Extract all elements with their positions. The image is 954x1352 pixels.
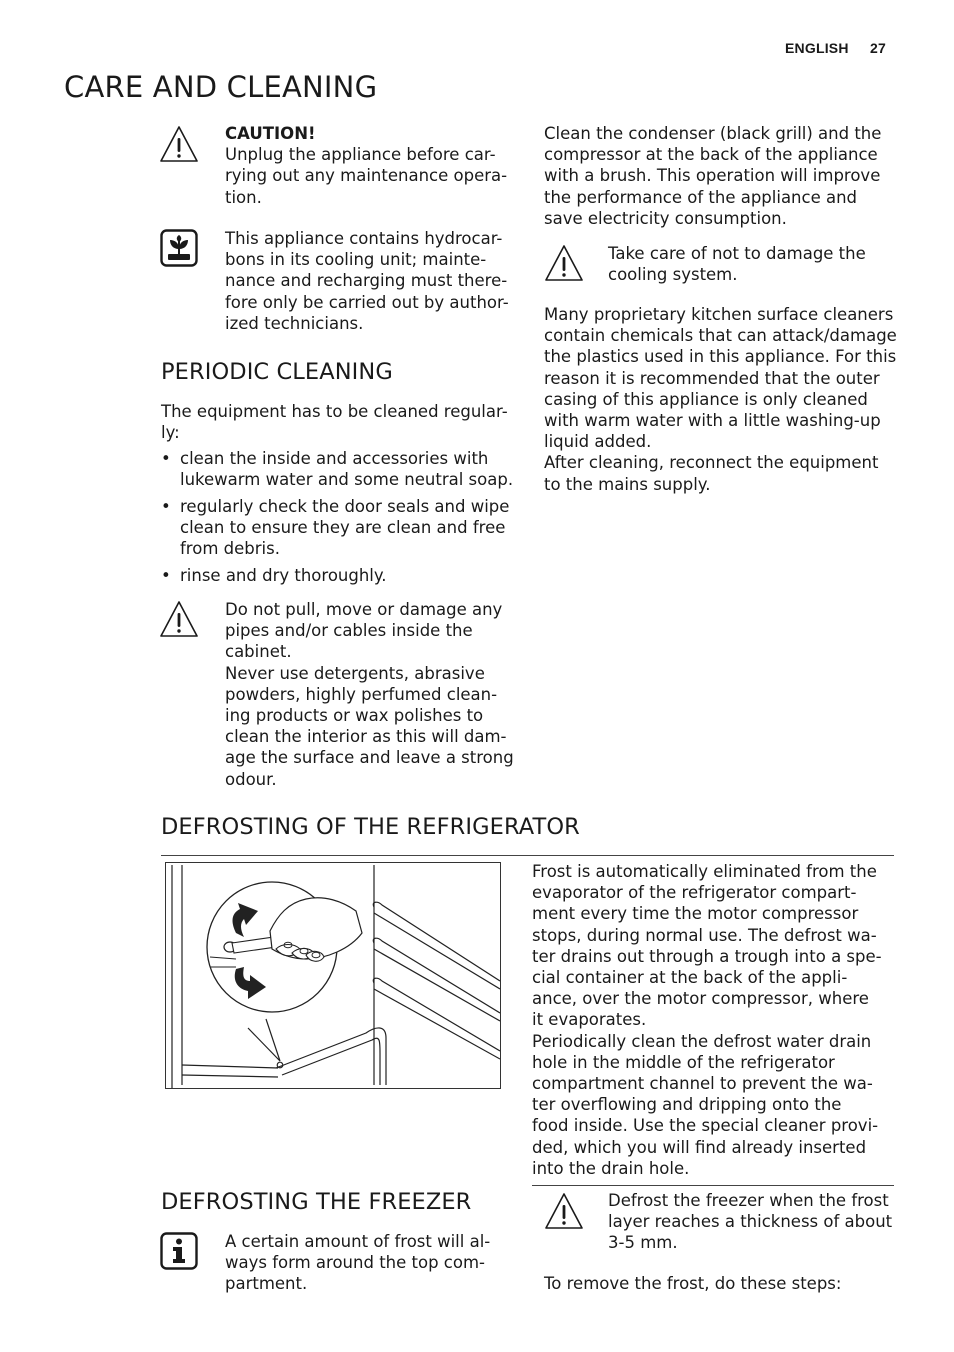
warning-triangle-icon	[544, 243, 584, 283]
freezer-frost-warning: Defrost the freezer when the frost layer reaches a thickness of about 3-5 mm.	[608, 1191, 893, 1253]
caution-text: Unplug the appliance before car- rying out any maintenance opera- tion.	[225, 145, 508, 207]
freezer-steps-intro: To remove the frost, do these steps:	[544, 1274, 842, 1293]
periodic-cleaning-list	[161, 448, 521, 592]
warning-triangle-icon	[159, 124, 199, 164]
caution-block	[225, 123, 525, 208]
periodic-cleaning-intro: The equipment has to be cleaned regular- ly:	[161, 402, 508, 443]
defrost-refrigerator-text: Frost is automatically eliminated from the evaporator of the refrigerator compart- ment every time the motor compressor stops, during normal use. The defrost wa- ter drains out through a trough into a spe- cial container at the back of the appli- ance, over the motor compressor, where it evaporates. Periodically clean the defrost water drain hole in the middle of the refrigerator compartment channel to prevent the wa- ter overflowing and dripping onto the food inside. Use the special cleaner provi- ded, which you will find already inserted into the drain hole.	[532, 862, 882, 1178]
drain-hole-cleaning-illustration	[166, 863, 500, 1088]
section-divider	[161, 855, 894, 856]
freezer-info-note: A certain amount of frost will al- ways form around the top com- partment.	[225, 1232, 491, 1294]
header-language: ENGLISH	[785, 40, 849, 56]
caution-label: CAUTION!	[225, 124, 316, 143]
condenser-text: Clean the condenser (black grill) and the compressor at the back of the appliance with a brush. This operation will improve the performance of the appliance and save electricity consumption.	[544, 124, 882, 228]
list-item: • clean the inside and accessories with lukewarm water and some neutral soap.	[161, 448, 521, 490]
defrost-drain-illustration	[165, 862, 501, 1089]
cooling-system-warning: Take care of not to damage the cooling system.	[608, 244, 866, 285]
list-item: • regularly check the door seals and wipe clean to ensure they are clean and free from debris.	[161, 496, 521, 560]
page-title: CARE AND CLEANING	[64, 70, 378, 104]
warning-triangle-icon	[159, 599, 199, 639]
defrost-refrigerator-heading: DEFROSTING OF THE REFRIGERATOR	[161, 814, 580, 840]
environment-plant-icon	[160, 229, 198, 267]
list-item: • rinse and dry thoroughly.	[161, 565, 521, 586]
section-divider	[532, 1185, 894, 1186]
pipes-warning: Do not pull, move or damage any pipes and/or cables inside the cabinet. Never use detergents, abrasive powders, highly perfumed clean- ing products or wax polishes to clean the interior as this will dam- age the surface and leave a strong odour.	[225, 600, 514, 789]
periodic-cleaning-heading: PERIODIC CLEANING	[161, 359, 393, 385]
info-icon	[160, 1232, 198, 1270]
header-page-number: 27	[870, 40, 886, 56]
warning-triangle-icon	[544, 1191, 584, 1231]
cleaners-text: Many proprietary kitchen surface cleaners contain chemicals that can attack/damage the plastics used in this appliance. For this reason it is recommended that the outer casing of this appliance is only cleaned with warm water with a little washing-up liquid added. After cleaning, reconnect the equipment to the mains supply.	[544, 305, 897, 494]
hydrocarbons-note: This appliance contains hydrocar- bons in its cooling unit; mainte- nance and recharging must there- fore only be carried out by author- ized technicians.	[225, 229, 509, 333]
defrost-freezer-heading: DEFROSTING THE FREEZER	[161, 1189, 472, 1215]
